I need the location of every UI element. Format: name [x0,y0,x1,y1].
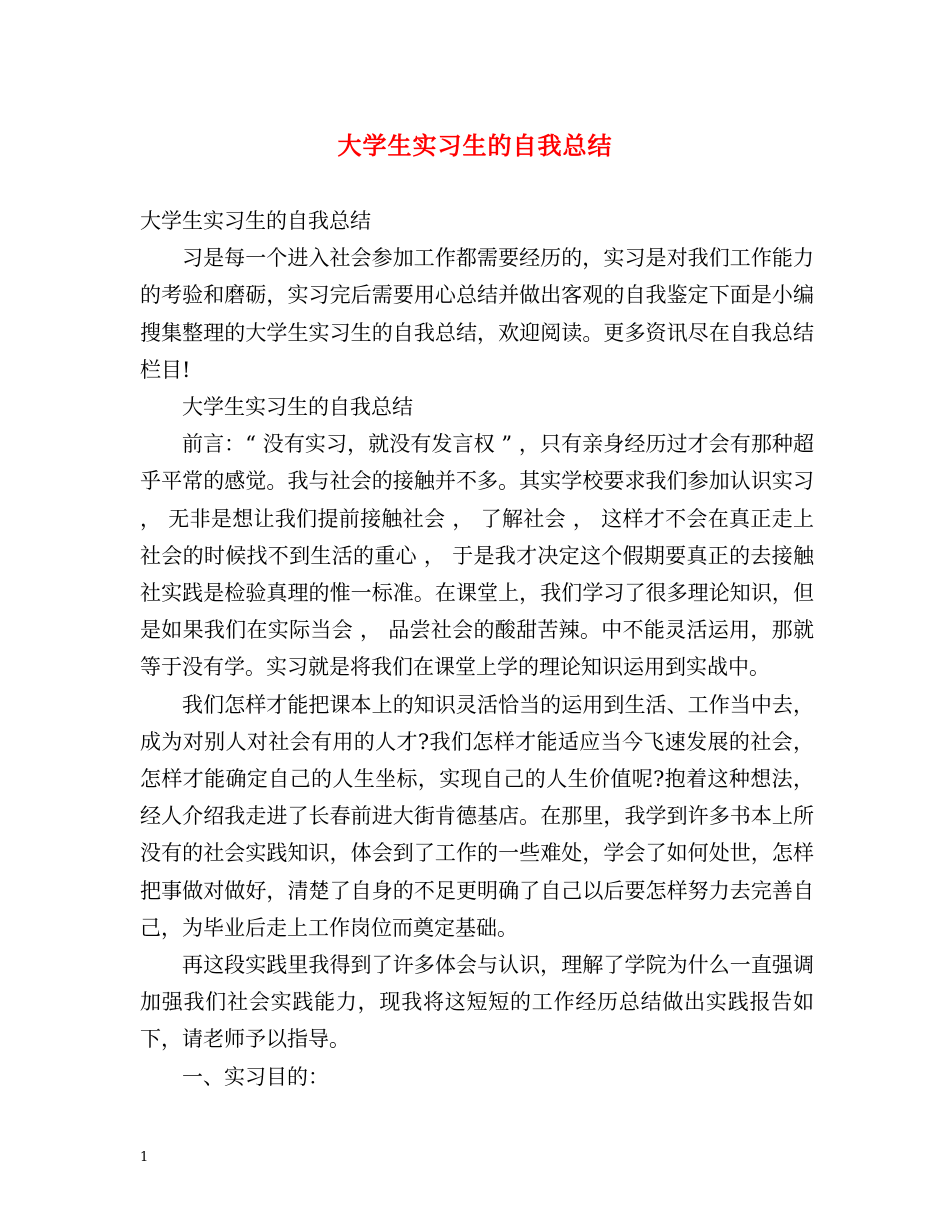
paragraph-preface: 前言：“ 没有实习，就没有发言权 ” ，只有亲身经历过才会有那种超乎平常的感觉。我与社会的接触并不多。其实学校要求我们参加认识实习 ， 无非是想让我们提前接触社会 ， 了解社会 ， 这样才不会在真正走上社会的时候找不到生活的重心 ， 于是我才决定这个假期要真正的去接触社实践是检验真理的惟一标准。在课堂上，我们学习了很多理论知识，但是如果我们在实际当会 ， 品尝社会的酸甜苦辣。中不能灵活运用，那就等于没有学。实习就是将我们在课堂上学的理论知识运用到实战中。 [140,432,814,680]
paragraph-summary: 再这段实践里我得到了许多体会与认识，理解了学院为什么一直强调加强我们社会实践能力，现我将这短短的工作经历总结做出实践报告如下，请老师予以指导。 [140,953,814,1052]
paragraph-body: 我们怎样才能把课本上的知识灵活恰当的运用到生活、工作当中去，成为对别人对社会有用的人才?我们怎样才能适应当今飞速发展的社会，怎样才能确定自己的人生坐标，实现自己的人生价值呢?抱着这种想法，经人介绍我走进了长春前进大街肯德基店。在那里，我学到许多书本上所没有的社会实践知识，体会到了工作的一些难处，学会了如何处世，怎样把事做对做好，清楚了自身的不足更明确了自己以后要怎样努力去完善自己，为毕业后走上工作岗位而奠定基础。 [140,692,814,940]
paragraph-intro: 习是每一个进入社会参加工作都需要经历的，实习是对我们工作能力的考验和磨砺，实习完后需要用心总结并做出客观的自我鉴定下面是小编搜集整理的大学生实习生的自我总结，欢迎阅读。更多资讯尽在自我总结栏目! [140,246,814,382]
document-title: 大学生实习生的自我总结 [337,132,613,160]
page-number: 1 [140,1150,149,1165]
section-heading-purpose: 一、实习目的： [182,1064,329,1089]
paragraph-subtitle: 大学生实习生的自我总结 [140,209,371,233]
paragraph-heading: 大学生实习生的自我总结 [182,395,413,420]
document-body [140,203,814,1096]
